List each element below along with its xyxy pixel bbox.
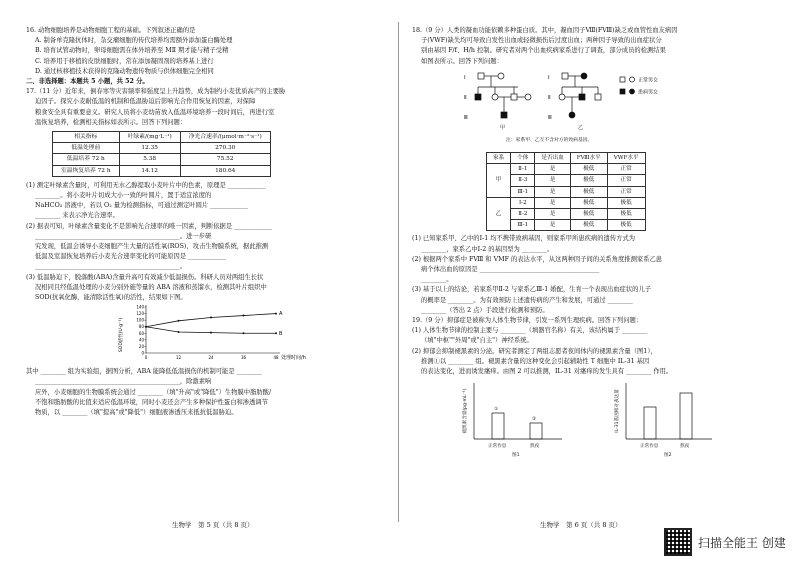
- gen-label: Ⅰ: [548, 74, 550, 81]
- pedigree-male-affected: [579, 94, 585, 100]
- pedigree-diagram: [412, 67, 784, 145]
- q17-table: [52, 131, 271, 177]
- gen-label: Ⅱ: [548, 94, 551, 101]
- page-5-footer: 生物学 第 5 页（共 8 页）: [172, 521, 254, 529]
- q17-part3-g: 不饱和脂肪酸的比值来适应低温环境，同时小麦还会产生多种保护性蛋白和渗透调节: [35, 398, 268, 406]
- family-b-label: 乙: [578, 124, 584, 131]
- fig1-caption: 图1: [512, 453, 520, 459]
- table-cell: 是: [535, 186, 570, 197]
- pedigree-female-affected: [569, 112, 575, 118]
- table-cell: 180.64: [180, 165, 270, 176]
- q19-part2-c: 的表达变化，进而诱发瘙痒。由图 2 可以推测，IL-31 对瘙痒的发生具有 ________ 作用。: [421, 368, 673, 376]
- q17-part2-d: 低温及室温恢复培养后小麦光合速率变化的可能原因是 ____________: [35, 253, 226, 261]
- pedigree-female: [525, 94, 531, 100]
- table-header: 净光合速率/(μmol·m⁻²·s⁻¹): [180, 132, 270, 143]
- data-point: [178, 331, 180, 333]
- q17-stem-2: 迫因子。探究小麦耐低温的机制和低温胁迫后影响光合作用恢复的因素，对保障: [35, 98, 256, 106]
- fig2-caption: 图2: [664, 453, 672, 459]
- y-tick-label: 0: [141, 350, 144, 356]
- q18-stem-2: 子(VWF)缺失均可导致自发性出血或轻微损伤后过度出血；两种因子导致的出血症状分: [421, 37, 662, 45]
- q17-part2-a: (2) 据表可知，叶绿素含量变化不是影响光合速率的唯一因素，判断依据是 ____________: [26, 222, 272, 230]
- y-tick-label: 140: [136, 304, 144, 310]
- table-cell: 甲: [487, 164, 511, 198]
- y-tick-label: 20: [138, 344, 144, 350]
- watermark-text: 扫描全能王 创建: [698, 535, 786, 550]
- q17-part3-c: SOD(抗氧化酶，能清除活性氧)的活性，结果如下图。: [35, 294, 187, 302]
- legend-male-normal: [620, 77, 625, 82]
- q18-stem-1: 18.（9 分）人类的凝血功能依赖多种蛋白质。其中，凝血因子Ⅷ(FⅧ)缺乏或血管性血友病因: [412, 27, 678, 34]
- table-cell: 极低: [607, 197, 645, 208]
- q19-part1-b: （填"中枢""外周"或"自主"）神经系统。: [421, 337, 533, 345]
- table-cell: Ⅰ-2: [511, 197, 535, 208]
- qr-code-icon: [664, 528, 692, 556]
- fig2-ylabel: IL-31基因相对表达量: [615, 389, 620, 434]
- q18-part2-c: ________。: [421, 276, 453, 284]
- data-point: [210, 317, 212, 319]
- table-cell: 是: [535, 164, 570, 175]
- table-header: 相关指标: [53, 132, 120, 143]
- x-tick-label: 24: [208, 355, 214, 361]
- legend-female-normal: [630, 77, 635, 82]
- fig2-cat-1: 正常作息: [640, 444, 659, 450]
- q17-part3-h: 物质，以 ________（填"提高"或"降低"）细胞液渗透压来抵抗低温胁迫。: [35, 409, 238, 417]
- table-cell: 极低: [570, 220, 607, 231]
- chart-xlabel: 处理时间/h: [281, 355, 306, 362]
- data-point: [145, 326, 147, 328]
- table-cell: 12.35: [119, 143, 180, 154]
- table-header: 是否出血: [535, 153, 570, 164]
- q18-table: [486, 152, 646, 231]
- q17-part3-a: (3) 低温胁迫下，脱落酸(ABA)含量升高可有效减少低温损伤。科研人员对两组生长状: [26, 273, 264, 281]
- fig1-cat-2: 熬夜: [530, 444, 540, 450]
- table-cell: 极低: [570, 164, 607, 175]
- table-cell: 正常: [607, 186, 645, 197]
- q18-part2-b: 病个体出血的原因是 ______________________________________: [421, 266, 600, 274]
- q19-stem: 19.（9 分）抑郁症是被称为人体生物节律，引发一系列生理疾病。回答下列问题：: [412, 317, 643, 325]
- q17-part2-e: ______________________________________________。: [35, 263, 187, 271]
- q18-part3-c: ________（答出 2 点）手段进行检测和预防。: [421, 306, 549, 314]
- q17-part3-f: 应外，小麦细胞的生物膜系统会通过 ________（填"升高"或"降低"）生物膜中脂肪酸/: [35, 388, 272, 396]
- data-point: [275, 333, 277, 335]
- pedigree-male-affected: [501, 112, 507, 118]
- data-point: [243, 333, 245, 335]
- family-a-label: 甲: [500, 124, 506, 131]
- legend-affected-label: 患病男女: [638, 89, 659, 96]
- q18-part3-a: (3) 基于以上的结论，若家系甲Ⅱ-2 与家系乙Ⅲ-1 婚配，生育一个表现出血症状的儿子: [412, 286, 652, 294]
- page-divider: [398, 22, 399, 522]
- table-cell: Ⅱ-3: [511, 175, 535, 186]
- table-cell: 是: [535, 209, 570, 220]
- table-cell: 是: [535, 220, 570, 231]
- table-cell: 极低: [607, 209, 645, 220]
- table-cell: 75.52: [180, 154, 270, 165]
- pedigree-caption: 注：家系甲、乙互不含对方的致病基因。: [506, 137, 593, 143]
- page-5: [26, 26, 398, 418]
- q17-part3-d: 其中 ________ 组为实验组，据图分析，ABA 能降低低温损伤的机制可能是 ________: [26, 368, 262, 376]
- q17-stem-4: 温恢复培养，检测相关指标如表所示。回答下列问题：: [35, 118, 187, 126]
- q18-part3-b: 的概率是 ________。为有效预防上述遗传病的产生和发展，可通过 ________: [421, 296, 633, 304]
- fig1-bar-normal: [492, 413, 504, 439]
- gen-label: Ⅲ: [548, 114, 552, 121]
- table-header: FⅧ水平: [570, 153, 607, 164]
- gen-label: Ⅰ: [464, 74, 466, 81]
- table-cell: 极低: [570, 186, 607, 197]
- page-6: [412, 26, 784, 463]
- x-tick-label: 12: [175, 355, 182, 361]
- pedigree-female: [559, 94, 565, 100]
- series-label: B: [279, 331, 283, 338]
- legend-male-affected: [620, 89, 625, 94]
- q16-option-c: C. 培养用于移植的皮肤细胞时，常在添加凝固剂的培养基上进行: [35, 57, 214, 65]
- data-point: [275, 313, 277, 315]
- pedigree-male: [562, 73, 568, 79]
- pedigree-male: [511, 94, 517, 100]
- pedigree-female: [492, 94, 498, 100]
- q17-stem-3: 粮食安全具有重要意义。研究人员将小麦幼苗放入低温环境培养一段时间后，再进行室: [35, 108, 275, 116]
- fig2-bar-night: [680, 393, 692, 439]
- table-cell: 270.30: [180, 143, 270, 154]
- q16-option-d: D. 通过核移植技术获得的克隆动物遗传物质与供体细胞完全相同: [35, 67, 214, 75]
- q17-part1-a: (1) 测定叶绿素含量时，可利用无水乙醇提取小麦叶片中的色素，原理是 ____________: [26, 181, 266, 189]
- fig1-mark-2: ②: [532, 417, 537, 423]
- section-heading: 二、非选择题：本题共 5 小题，共 52 分。: [26, 78, 149, 86]
- q18-stem-4: 如图表所示。回答下列问题：: [421, 57, 503, 65]
- table-cell: 极低: [570, 197, 607, 208]
- q17-part1-b: ________。将小麦叶片切成大小一致的叶圆片，置于适宜浓度的: [35, 192, 212, 200]
- q17-part3-b: 况相同且经低温处理的小麦分别外施等量的 ABA 溶液和蒸馏水，检测其叶片组织中: [35, 283, 267, 291]
- table-header: 家系: [487, 153, 511, 164]
- table-cell: Ⅲ-1: [511, 220, 535, 231]
- series-label: A: [279, 311, 283, 318]
- table-cell: 5.38: [119, 154, 180, 165]
- table-cell: 低温处理前: [53, 143, 120, 154]
- y-tick-label: 80: [138, 324, 144, 330]
- q17-part3-e: ______________________________________________，除激素响: [35, 378, 212, 386]
- table-cell: 极低: [570, 175, 607, 186]
- table-cell: Ⅲ-1: [511, 186, 535, 197]
- q19-figures: [412, 377, 784, 459]
- x-tick-label: 36: [240, 355, 247, 361]
- q16-option-a: A. 制备单克隆抗体时，杂交瘤细胞的传代培养均需额外添加蛋白酶处理: [35, 37, 233, 45]
- y-tick-label: 60: [138, 331, 144, 337]
- pedigree-female-affected: [581, 73, 587, 79]
- table-cell: 极低: [607, 220, 645, 231]
- legend-female-affected: [630, 89, 635, 94]
- table-cell: 是: [535, 175, 570, 186]
- fig1-bar-night: [530, 423, 542, 439]
- q17-stem-1: 17.（11 分）近年来，倒春寒等灾害频率和强度呈上升趋势，成为制约小麦优质高产的主要胁: [26, 88, 286, 96]
- table-cell: 是: [535, 197, 570, 208]
- table-cell: Ⅱ-2: [511, 209, 535, 220]
- table-cell: 14.12: [119, 165, 180, 176]
- legend-normal-label: 正常男女: [638, 77, 659, 84]
- gen-label: Ⅱ: [464, 94, 467, 101]
- table-header: 叶绿素/(mg·L⁻¹): [119, 132, 180, 143]
- y-tick-label: 40: [138, 337, 144, 343]
- data-point: [243, 315, 245, 317]
- table-cell: 乙: [487, 197, 511, 231]
- table-cell: 极低: [570, 209, 607, 220]
- page-6-footer: 生物学 第 6 页（共 8 页）: [540, 521, 622, 529]
- table-cell: 低温培养 72 h: [53, 154, 120, 165]
- table-cell: 正常: [607, 175, 645, 186]
- q18-part1-a: (1) 已知家系甲、乙中的Ⅰ-1 均不携带致病基因，则家系甲所患疾病的遗传方式为: [412, 235, 636, 243]
- table-cell: Ⅱ-1: [511, 164, 535, 175]
- q16-option-b: B. 培育试管动物时，卵母细胞需在体外培养至 MⅡ 期才能与精子受精: [35, 47, 229, 55]
- gen-label: Ⅲ: [464, 114, 468, 121]
- q17-part1-d: ________ 来表示净光合速率。: [35, 212, 119, 220]
- y-tick-label: 100: [136, 317, 144, 323]
- q19-part2-a: (2) 抑郁会抑制褪黑素的分泌。研究者测定了两组志愿者夜间体内的褪黑素含量（图1），: [412, 347, 657, 355]
- table-cell: 室温恢复培养 72 h: [53, 165, 120, 176]
- q18-part1-b: ________，家系乙中Ⅰ-2 的基因型为 ________。: [421, 245, 554, 253]
- q19-part1-a: (1) 人体生物节律的控制主要与 ________（填器官名称）有关，该结构属于 ________: [412, 327, 648, 335]
- table-header: VWF水平: [607, 153, 645, 164]
- series-line: [146, 314, 276, 327]
- table-header: 个体: [511, 153, 535, 164]
- chart-ylabel: SOD活性(U·g⁻¹): [119, 318, 124, 353]
- q18-stem-3: 别由基因 F/f、H/h 控制。研究者对两个出血疾病家系进行了调查，部分成员的检测结果: [421, 47, 666, 55]
- scanner-watermark: [664, 528, 786, 556]
- pedigree-male-affected: [475, 94, 481, 100]
- x-tick-label: 0: [144, 355, 148, 361]
- q17-part2-c: 究发现，低温会诱导小麦细胞产生大量的活性氧(ROS)，攻击生物膜系统，据此推测: [35, 243, 269, 251]
- fig1-ylabel: 褪黑素含量(pg·mL⁻¹): [463, 388, 468, 434]
- sod-line-chart: [116, 303, 316, 367]
- q16-stem: 16. 动物细胞培养是动物细胞工程的基础。下列叙述正确的是: [26, 27, 196, 34]
- data-point: [210, 332, 212, 334]
- table-cell: 正常: [607, 164, 645, 175]
- q17-part2-b: ______________________________________________。进一步研: [35, 232, 212, 240]
- pedigree-male: [478, 73, 484, 79]
- fig1-mark-1: ①: [494, 407, 499, 413]
- x-tick-label: 48: [273, 355, 279, 361]
- pedigree-female: [498, 73, 504, 79]
- y-tick-label: 120: [136, 311, 144, 317]
- data-point: [178, 320, 180, 322]
- q17-part1-c: NaHCO₃ 溶液中，若以 O₂ 量为检测指标，可通过测定叶圆片 ____________: [35, 202, 248, 210]
- q19-part2-b: 推测①以 ________ 组。褪黑素含量的这种变化会引起辅助性 T 细胞中 IL-31 基因: [421, 357, 650, 365]
- fig1-cat-1: 正常作息: [488, 444, 507, 450]
- fig2-cat-2: 熬夜: [680, 444, 690, 450]
- q18-part2-a: (2) 根据两个家系中 FⅧ 和 VMF 的表达水平，从这两种因子间的关系角度推测家系乙患: [412, 255, 663, 263]
- pedigree-male: [595, 94, 601, 100]
- fig2-bar-normal: [644, 407, 656, 439]
